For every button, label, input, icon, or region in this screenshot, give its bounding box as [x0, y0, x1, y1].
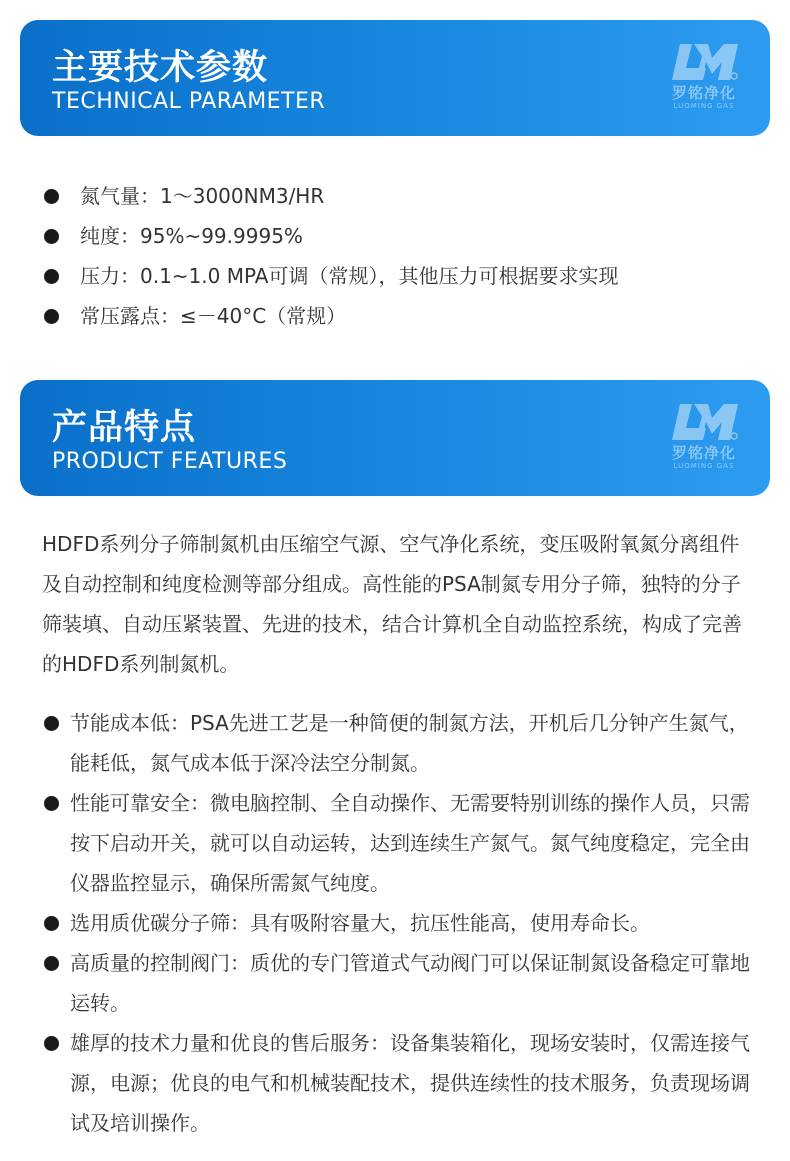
logo-text-cn: 罗铭净化 — [671, 444, 736, 462]
parameter-item-purity — [42, 216, 618, 256]
bullet-icon — [44, 796, 59, 811]
section-title-en: TECHNICAL PARAMETER — [52, 89, 326, 114]
bullet-icon — [44, 956, 59, 971]
lm-logo-icon — [672, 402, 738, 442]
bullet-icon — [44, 309, 59, 324]
section-title-cn: 产品特点 — [52, 408, 197, 448]
feature-list — [42, 703, 754, 1143]
feature-item-energy-saving — [42, 703, 754, 783]
bullet-icon — [44, 716, 59, 731]
logo-text-en: LUOMING GAS — [673, 102, 735, 110]
feature-text: 节能成本低：PSA先进工艺是一种简便的制氮方法，开机后几分钟产生氮气，能耗低，氮气成本低于深冷法空分制氮。 — [70, 711, 749, 775]
parameter-list — [42, 176, 618, 336]
parameter-item-nitrogen-flow — [42, 176, 618, 216]
feature-text: 高质量的控制阀门：质优的专门管道式气动阀门可以保证制氮设备稳定可靠地运转。 — [70, 951, 750, 1015]
parameter-item-dew-point — [42, 296, 618, 336]
logo-text-cn: 罗铭净化 — [671, 84, 736, 102]
parameter-item-pressure — [42, 256, 618, 296]
feature-text: 雄厚的技术力量和优良的售后服务：设备集装箱化，现场安装时，仅需连接气源，电源；优良的电气和机械装配技术，提供连续性的技术服务，负责现场调试及培训操作。 — [70, 1031, 750, 1135]
section-header-technical-parameter — [20, 20, 770, 136]
section-title-cn: 主要技术参数 — [52, 48, 269, 88]
feature-text: 选用质优碳分子筛：具有吸附容量大，抗压性能高，使用寿命长。 — [70, 911, 650, 935]
bullet-icon — [44, 189, 59, 204]
parameter-text: 常压露点：≤－40°C（常规） — [80, 304, 347, 328]
intro-paragraph: HDFD系列分子筛制氮机由压缩空气源、空气净化系统，变压吸附氧氮分离组件及自动控制和纯度检测等部分组成。高性能的PSA制氮专用分子筛，独特的分子筛装填、自动压紧装置、先进的技术，结合计算机全自动监控系统，构成了完善的HDFD系列制氮机。 — [42, 532, 742, 676]
section-header-product-features — [20, 380, 770, 496]
bullet-icon — [44, 229, 59, 244]
feature-item-molecular-sieve — [42, 903, 754, 943]
bullet-icon — [44, 269, 59, 284]
luoming-logo — [666, 42, 742, 114]
lm-logo-icon — [672, 42, 738, 82]
feature-item-reliability — [42, 783, 754, 903]
parameter-text: 纯度：95%~99.9995% — [80, 224, 303, 248]
feature-text: 性能可靠安全：微电脑控制、全自动操作、无需要特别训练的操作人员，只需按下启动开关，就可以自动运转，达到连续生产氮气。氮气纯度稳定，完全由仪器监控显示，确保所需氮气纯度。 — [70, 791, 750, 895]
parameter-text: 压力：0.1~1.0 MPA可调（常规），其他压力可根据要求实现 — [80, 264, 619, 288]
logo-text-en: LUOMING GAS — [673, 462, 735, 470]
bullet-icon — [44, 916, 59, 931]
feature-item-service — [42, 1023, 754, 1143]
bullet-icon — [44, 1036, 59, 1051]
parameter-text: 氮气量：1～3000NM3/HR — [80, 184, 325, 208]
section-title-en: PRODUCT FEATURES — [52, 449, 288, 474]
luoming-logo — [666, 402, 742, 474]
feature-item-control-valve — [42, 943, 754, 1023]
